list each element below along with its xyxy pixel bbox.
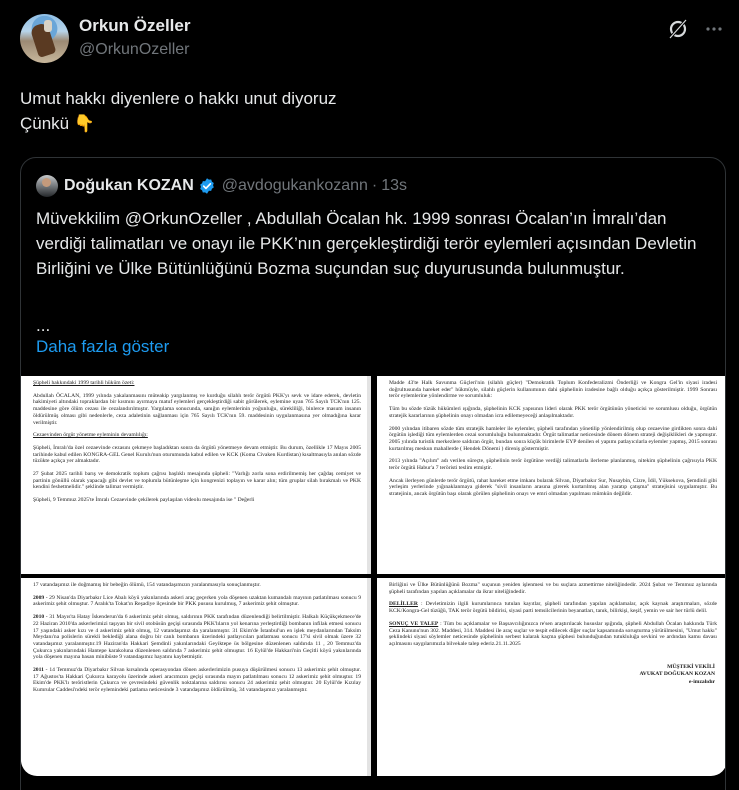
post-text (20, 86, 710, 136)
media-image-4[interactable] (377, 578, 726, 776)
quoted-post[interactable] (20, 157, 726, 790)
doc-paragraph: Şüpheli, 9 Temmuz 2025'te İmralı Cezaevinde çekilerek paylaşılan videolu mesajında ise " Değerli (33, 497, 255, 504)
media-image-2[interactable] (377, 376, 726, 574)
doc-paragraph: 17 vatandaşımız ile doğmamış bir bebeğin ölümü, 154 vatandaşımızın yaralanmasıyla sonuçlanmıştır. (33, 582, 261, 588)
quoted-post-header (36, 172, 407, 200)
doc-heading: Cezaevinden örgüt yönetme eyleminin devamlılığı: (33, 432, 148, 439)
doc-paragraph: Tüm bu sözde tüzük hükümleri ışığında, şüphelinin KCK yapısının lideri olarak PKK terör örgütünün yöneticisi ve sorumlusu olduğu, örgütün stratejik kararlarının şüphelinin onayı olmadan icra edilemeyeceği anlaşılmaktadır. (389, 406, 717, 419)
quoted-body: Müvekkilim @OrkunOzeller , Abdullah Öcalan hk. 1999 sonrası Öcalan’ın İmralı’dan verdiği talimatları ve onayı ile PKK’nın gerçekleştirdiği terör eylemleri açısından Devletin Birliğini ve Ülke Bütünlüğünü Bozma suçundan suç duyurusunda bulunmuştur. (36, 209, 697, 278)
doc-paragraph: Madde 43'te Halk Savunma Güçleri'nin (silahlı güçler) "Demokratik Toplum Konfederalizmi Önderliği ve Kongra Gel'in siyasi iradesi doğrultusunda hareket eder" hükmüyle, silahlı güçlerin kullanımının dahi şüphelinin iradesine bağlı olduğu açıkça gösterilmiştir. 1999 Sonrası terör eylemlerine yönlendirme ve sorumluluk: (389, 380, 717, 400)
doc-lead: DELİLLER (389, 601, 418, 608)
media-image-3[interactable] (21, 578, 371, 776)
quoted-post-text (36, 206, 716, 281)
doc-lead: 2011 (33, 667, 44, 674)
doc-paragraph: 2013 yılında "Açılım" adı verilen süreçte, şüphelinin terör örgütüne verdiği talimatlarla ilerleme planlanmış, nitekim şüphelinin çağrısıyla PKK terör örgütü Habur'a 7 teröristi teslim etmiştir. (389, 458, 717, 472)
doc-lead: 2009 (33, 594, 45, 601)
doc-paragraph: Ancak ilerleyen günlerde terör örgütü, rahat hareket etme imkanı bularak Silvan, Diyarbakır Sur, Nusaybin, Cizre, İdil, Yüksekova, Şemdinli gibi yerleşim yerlerinde yığınaklanmaya giderek "sivil insanların arasına girerek kurtarılmış alan yaratıp çatışma" stratejisini uygulamıştır. Bu stratejinin, ancak örgütün başı olarak görülen şüphelinin onayı ve emri olmadan yapılması mümkün değildir. (389, 477, 717, 498)
separator-dot: · (371, 177, 378, 194)
grok-button[interactable] (667, 18, 689, 40)
quoted-timestamp[interactable]: 13s (381, 177, 408, 194)
post-header (20, 14, 725, 64)
doc-paragraph: 2011 - 14 Temmuz'da Diyarbakır Silvan kırsalında operasyondan dönen askerlerimizin pusuya düşürülmesi sonucu 13 askerimiz şehit olmuştur. 17 Ağustos'ta Hakkari Çukurca karayolu üzerinde askeri aracımızın geçişi sırasında mayın patlatılması sonucu 12 askerimiz şehit olmuştur. 19 Ekim'de PKK'lı teröristlerin Çukurca ve çevresindeki güvenlik noktalarına saldırısı sonucu 24 askerimiz şehit olmuştur. 20 Eylül'de Kızılay Kumrular Caddesi'ndeki terör eylemindeki patlama neticesinde 3 vatandaşımız öldürülmüş, 34 vatandaşımız yaralanmıştır. (33, 667, 361, 694)
post-text-line-2: Çünkü 👇 (20, 114, 96, 133)
signature-line: e-imzalıdır (688, 678, 715, 685)
doc-paragraph: DELİLLER : Devletimizin ilgili kurumlarınca tutulan kayıtlar, şüpheli tarafından yapılan açıklamalar, açık kaynak araştırmaları, sözde KCK/Kongra-Gel tüzüğü, TAK terör örgütü bildirisi, siyasi parti temsilcilerinin beyanatları, tanık, bilirkişi, keşif, yemin ve sair her türlü delil. (389, 601, 717, 615)
doc-paragraph: 27 Şubat 2025 tarihli barış ve demokratik toplum çağrısı başlıklı mesajında şüpheli: "Varlığı zorla sona erdirilmemiş her çağdaş cemiyet ve partinin gönüllü olarak yapacağı gibi devlet ve toplumla bütünleşme için kongrenizi toplayın ve karar alın; tüm gruplar silah bırakmalı ve PKK kendini feshetmelidir." şeklinde talimat vermiştir. (33, 471, 361, 491)
avatar-rider-shape (44, 20, 52, 32)
quoted-handle[interactable]: @avdogukankozann (221, 177, 368, 194)
page-edge (367, 376, 371, 574)
author-info (79, 15, 190, 61)
signature-line: MÜŞTEKİ VEKİLİ (667, 663, 715, 670)
author-display-name[interactable]: Orkun Özeller (79, 16, 191, 35)
quoted-display-name[interactable]: Doğukan KOZAN (64, 177, 194, 194)
doc-heading: Şüpheli hakkındaki 1999 tarihli hüküm özeti: (33, 380, 135, 386)
page-edge (367, 578, 371, 776)
doc-paragraph: SONUÇ VE TALEP : Tüm bu açıklamalar ve Başsavcılığınızca re'sen araştırılacak hususlar ışığında, şüpheli Abdullah Öcalan hakkında Türk Ceza Kanunu'nun 302. Maddesi, 314. Maddesi ile araç suçlar ve tespit edilecek diğer suçlar kapsamında soruşturma yürütülmesini, "Umut hakkı" şeklindeki siyasi söylemler neticesinde şüphelinin serbest kalarak kaçma şüphesi bulunduğundan tutukluluğa sevkini ve ardından kamu davası açılmasını saygılarımızla bilvekale talep ederiz.21.11.2025 (389, 620, 717, 647)
doc-paragraph: 2010 - 31 Mayıs'ta Hatay İskenderun'da 6 askerimiz şehit olmuş, saldırının PKK tarafından düzenlendiği belirtilmiştir. Halkalı Küçükçekmece'de 22 Haziran 2010'da askerlerimizi taşıyan bir sivil otobüsün geçişi sırasında PKK'lıların yol kenarına yerleştirdiği bombanın infilak etmesi sonucu 17 yaşındaki asker kızı ve 4 askerimiz şehit olmuş, 12 vatandaşımız da yaralanmıştır. 31 Ekim'de İstanbul'un en işlek meydanlarından Taksim Meydanı'na polislerin sürekli beklediği alana doğru bir canlı bombanın üzerindeki patlayıcıları patlatması sonucu 17'si sivil olmak üzere 32 vatandaşımız yaralanmıştır.19 Haziran'da Hakkari Şemdinli yakınlarındaki Geyiktepe üs bölgesine düzenlenen saldırıda 11 , 20 Temmuz'da Çukurca yakınlarındaki Hantepe karakoluna düzenlenen saldırıda 7 askerimiz şehit olmuştur. 16 Eylül'de Hakkari'nin Geçitli köyü yakınlarında yola döşenen mayına basan minibüste 9 vatandaşımız hayatını kaybetmiştir. (33, 614, 361, 661)
avatar-horse-shape (29, 22, 56, 58)
truncation-ellipsis: ... (36, 316, 51, 335)
doc-paragraph: Abdullah ÖCALAN, 1999 yılında yakalanmasını müteakip yargılanmış ve kurduğu silahlı terör örgütü PKK'yı sevk ve idare ederek, devletin hakimiyeti altındaki topraklardan bir kısmını ayırmaya matuf eylemleri gerçekleştirdiği sabit görülerek, eylemine uyan 765 Sayılı TCK'nın 125. maddesine göre ölüm cezası ile cezalandırılmıştır. Yargılama sonucunda, sanığın eylemlerinin yoğunluğu, sürekliliği, binlerce masum insanın öldürülmüş olması gibi nedenlerle, ceza adaletinin sağlanması için 765 Sayılı TCK'nın 59. maddesinin uygulanmasına yer olmadığına karar verilmiştir. (33, 392, 361, 426)
quoted-avatar[interactable] (36, 175, 58, 197)
doc-paragraph: Birliğini ve Ülke Bütünlüğünü Bozma" suçunun yeniden işlenmesi ve bu suçlara azmettirme niteliğindedir. 2024 Şubat ve Temmuz aylarında şüpheli tarafından yapılan açıklamalar da ikrar niteliğindedir. (389, 582, 717, 595)
more-button[interactable] (703, 18, 725, 40)
verified-badge-icon (198, 177, 216, 195)
doc-paragraph: 2009 - 29 Nisan'da Diyarbakır Lice Abalı köyü yakınlarında askeri araç geçerken yola döşenen uzaktan kumandalı mayının patlatılması sonucu 9 askerimiz şehit olmuştur. 7 Aralık'ta Tokat'ın Reşadiye ilçesinde bir PKK pususu kurulmuş, 7 askerimiz şehit olmuştur. (33, 594, 361, 608)
post-text-line-1: Umut hakkı diyenlere o hakkı unut diyoruz (20, 89, 337, 108)
doc-lead: SONUÇ VE TALEP (389, 620, 439, 627)
author-handle[interactable]: @OrkunOzeller (79, 41, 190, 58)
avatar[interactable] (20, 14, 69, 63)
media-grid (21, 376, 726, 776)
grok-slash-circle-icon (667, 18, 689, 40)
signature-line: AVUKAT DOĞUKAN KOZAN (639, 671, 715, 678)
more-horizontal-icon (703, 18, 725, 40)
show-more-link[interactable]: Daha fazla göster (36, 337, 170, 356)
doc-paragraph: 2000 yılından itibaren sözde tüm stratejik hamleler ile eylemler, şüpheli tarafından yönetilip yönlendirilmiş olup cezaevine girdikten sonra dahi örgütün işlediği tüm eylemlerden cezai sorumluluğu bulunmaktadır. Örgüt talimatlar neticesinde dönem dönem strateji değişiklikleri de yapmıştır. 2005 yılında turistik merkezlere saldıran örgüt, bundan sonra küçük birimlerle EYP denilen el yapımı patlayıcılarla eylemler yapmış, 2015 sonrası kurtarılmış meskun mahallerde ( Hendek Dönemi ) direniş göstermiştir. (389, 425, 717, 452)
doc-paragraph: Şüpheli, İmralı'da özel cezaevinde cezasını çekmeye başladıktan sonra da örgütü yönetmeye devam etmiştir. Bu durum, özellikle 17 Mayıs 2005 tarihinde kabul edilen KONGRA-GEL Genel Kurulu'nun oturumunda kabul edilen ve KCK (Koma Civaken Kurdistan) kısaltmasıyla anılan sözde tüzükte açıkça yer almaktadır. (33, 444, 361, 465)
media-image-1[interactable] (21, 376, 371, 574)
doc-lead: 2010 (33, 614, 45, 621)
doc-signature (389, 664, 715, 687)
